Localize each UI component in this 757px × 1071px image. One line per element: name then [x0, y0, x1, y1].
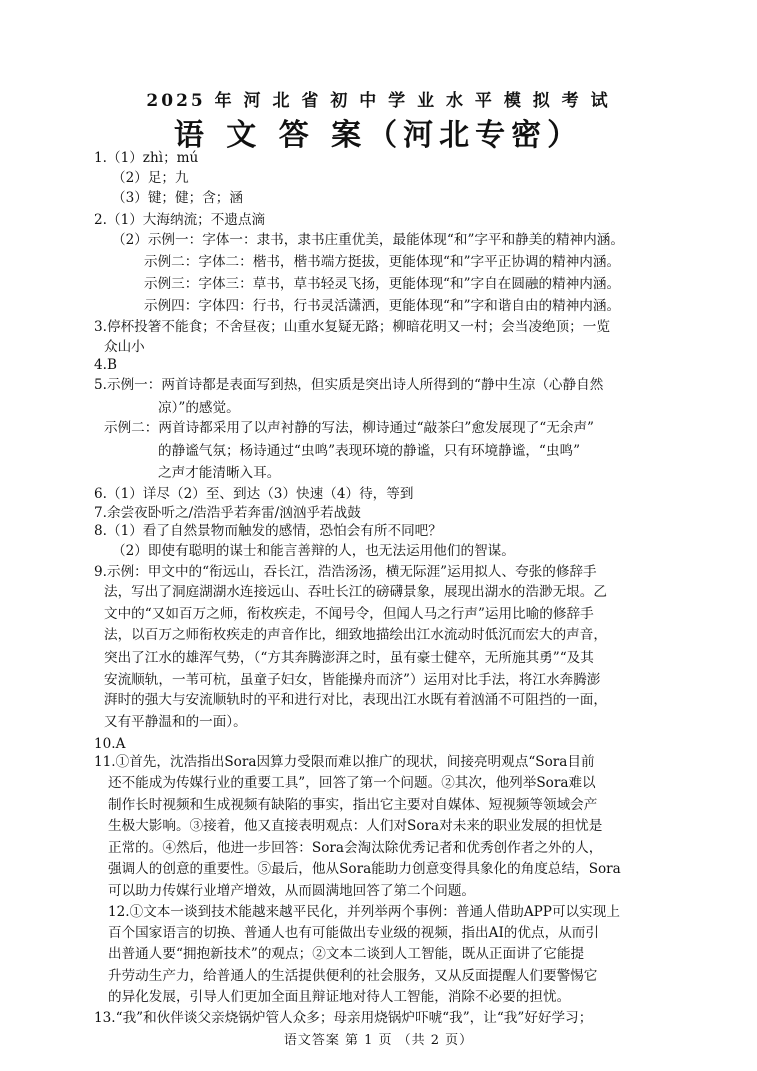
answer-line: 12.①文本一谈到技术能越来越平民化，并列举两个事例：普通人借助APP可以实现上 [108, 904, 620, 920]
answer-line: 10.A [94, 736, 126, 752]
answer-line: （2）足；九 [112, 170, 189, 186]
answer-line: 9.示例：甲文中的“衔远山，吞长江，浩浩汤汤，横无际涯”运用拟人、夸张的修辞手 [94, 564, 597, 580]
answer-line: 1.（1）zhì；mú [94, 150, 199, 166]
answer-line: 湃时的强大与安流顺轨时的平和进行对比，表现出江水既有着汹涌不可阻挡的一面， [104, 692, 607, 708]
answer-line: 13.“我”和伙伴谈父亲烧锅炉管人众多；母亲用烧锅炉吓唬“我”，让“我”好好学习； [94, 1010, 593, 1026]
answer-line: 众山小 [104, 339, 145, 355]
page-footer: 语文答案 第 1 页 （共 2 页） [283, 1033, 474, 1048]
answer-line: 升劳动生产力，给普通人的生活提供便利的社会服务，又从反面提醒人们要警惕它 [108, 968, 598, 984]
answer-line: 突出了江水的雄浑气势，（“方其奔腾澎湃之时，虽有豪士健卒，无所施其勇”“及其 [104, 650, 594, 666]
answer-line: 正常的。④然后，他进一步回答：Sora会淘汰除优秀记者和优秀创作者之外的人， [108, 840, 603, 856]
answer-line: 4.B [94, 357, 117, 373]
answer-line: 的静谧气氛；杨诗通过“虫鸣”表现环境的静谧，只有环境静谧，“虫鸣” [158, 443, 581, 459]
answer-line: 可以助力传媒行业增产增效，从而圆满地回答了第二个问题。 [108, 883, 476, 899]
answer-line: 生极大影响。③接着，他又直接表明观点：人们对Sora对未来的职业发展的担忧是 [108, 818, 603, 834]
answer-line: 制作长时视频和生成视频有缺陷的事实，指出它主要对自媒体、短视频等领域会产 [108, 797, 598, 813]
answer-line: （2）示例一：字体一：隶书，隶书庄重优美，最能体现“和”字平和静美的精神内涵。 [112, 232, 624, 248]
answer-line: 法，以百万之师衔枚疾走的声音作比，细致地描绘出江水流动时低沉而宏大的声音， [104, 627, 607, 643]
answer-line: 7.余尝夜卧听之/浩浩乎若奔雷/汹汹乎若战鼓 [94, 505, 361, 521]
answer-line: 还不能成为传媒行业的重要工具”，回答了第一个问题。②其次，他列举Sora难以 [108, 775, 596, 791]
answer-line: 安流顺轨，一苇可杭，虽童子妇女，皆能操舟而济”）运用对比手法，将江水奔腾澎 [104, 672, 601, 688]
answer-line: 又有平静温和的一面）。 [104, 714, 247, 730]
answer-line: 示例二：字体二：楷书，楷书端方挺拔，更能体现“和”字平正协调的精神内涵。 [144, 254, 621, 270]
answer-line: 出普通人要“拥抱新技术”的观点；②文本二谈到人工智能，既从正面讲了它能提 [108, 946, 585, 962]
answer-line: 之声才能清晰入耳。 [158, 465, 281, 481]
answer-line: 8.（1）看了自然景物而触发的感情，恐怕会有所不同吧？ [94, 523, 442, 539]
answer-line: 6.（1）详尽（2）至、到达（3）快速（4）待，等到 [94, 486, 414, 502]
answer-line: 凉）”的感觉。 [158, 400, 240, 416]
answer-line: 强调人的创意的重要性。⑤最后，他从Sora能助力创意变得具象化的角度总结，Sora [108, 861, 621, 877]
answer-line: 法，写出了洞庭湖湖水连接远山、吞吐长江的磅礴景象，展现出湖水的浩渺无垠。乙 [104, 584, 607, 600]
answer-line: 示例二：两首诗都采用了以声衬静的写法，柳诗通过“敲茶臼”愈发展现了“无余声” [104, 420, 594, 436]
answer-line: 的异化发展，引导人们更加全面且辩证地对待人工智能，消除不必要的担忧。 [108, 989, 571, 1005]
answer-line: 11.①首先，沈浩指出Sora因算力受限而难以推广的现状，间接亮明观点“Sora目前 [94, 754, 595, 770]
answer-line: 示例三：字体三：草书，草书轻灵飞扬，更能体现“和”字自在圆融的精神内涵。 [144, 276, 621, 292]
answer-subtitle: 语 文 答 案（河北专密） [173, 118, 584, 153]
answer-line: 百个国家语言的切换、普通人也有可能做出专业级的视频，指出AI的优点，从而引 [108, 925, 599, 941]
answer-line: （3）键；健；含；涵 [112, 190, 243, 206]
exam-title: 2025 年 河 北 省 初 中 学 业 水 平 模 拟 考 试 [146, 91, 611, 111]
answer-line: 5.示例一：两首诗都是表面写到热，但实质是突出诗人所得到的“静中生凉（心静自然 [94, 377, 604, 393]
answer-line: 文中的“又如百万之师，衔枚疾走，不闻号令，但闻人马之行声”运用比喻的修辞手 [104, 606, 594, 622]
answer-line: 2.（1）大海纳流；不遗点滴 [94, 212, 266, 228]
answer-line: （2）即使有聪明的谋士和能言善辩的人，也无法运用他们的智谋。 [112, 543, 515, 559]
answer-line: 3.停杯投箸不能食；不舍昼夜；山重水复疑无路；柳暗花明又一村；会当凌绝顶；一览 [94, 319, 610, 335]
answer-line: 示例四：字体四：行书，行书灵活潇洒，更能体现“和”字和谐自由的精神内涵。 [144, 298, 621, 314]
